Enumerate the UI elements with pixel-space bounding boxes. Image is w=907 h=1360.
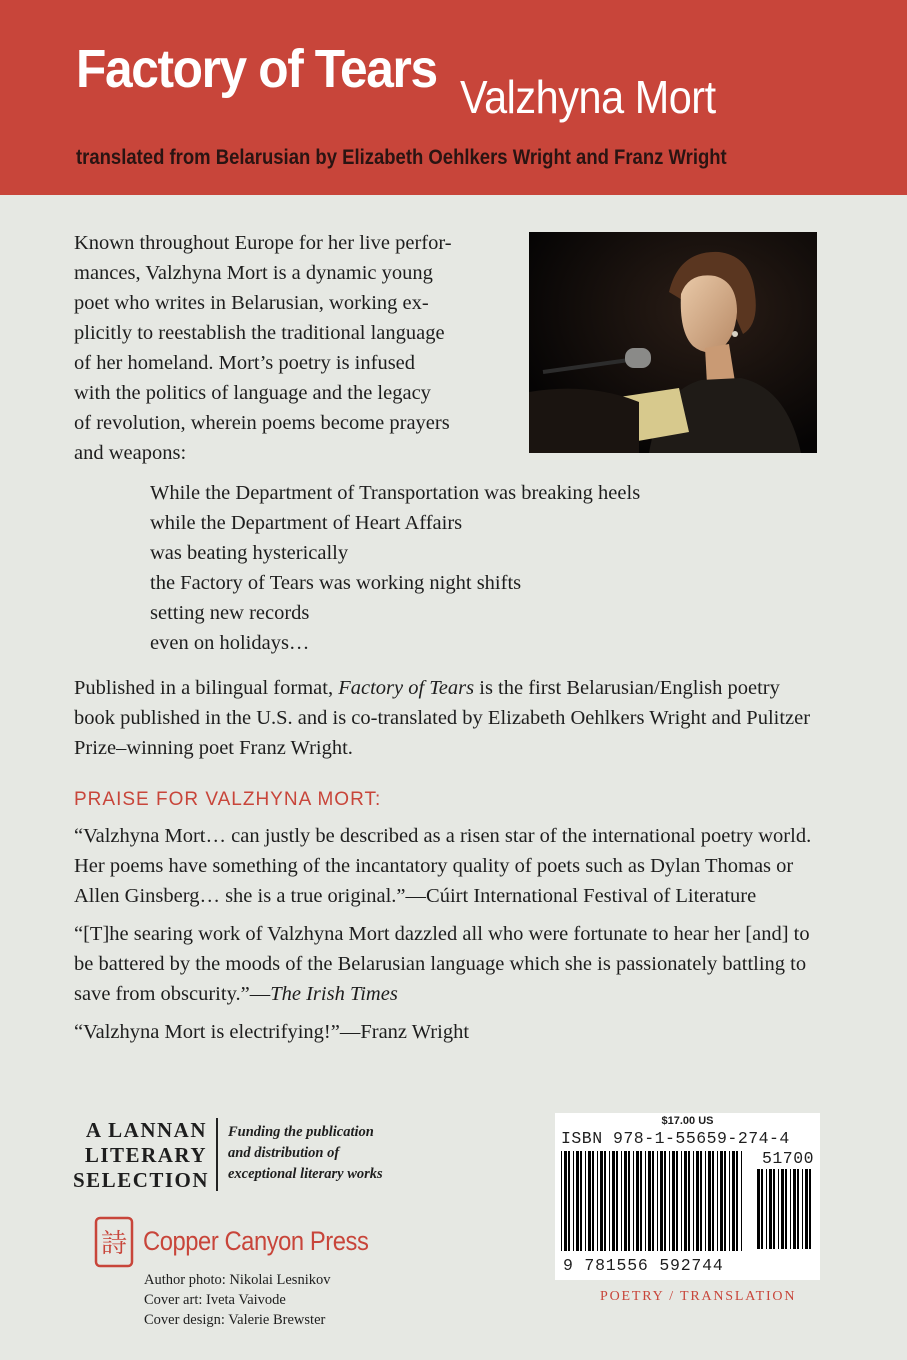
poem-excerpt bbox=[150, 478, 640, 658]
barcode-bar bbox=[741, 1151, 742, 1251]
quote-text: “[T]he searing work of Valzhyna Mort dazzled all who were fortunate to hear her [and] to be battered by the moods of the Belarusian language which she is passionately battling to save from obscurity.”— bbox=[74, 923, 810, 1005]
barcode-bar bbox=[612, 1151, 615, 1251]
logo-glyph: 詩 bbox=[100, 1229, 128, 1259]
barcode-bar bbox=[684, 1151, 687, 1251]
quote-text: “Valzhyna Mort… can justly be described as a risen star of the international poetry world. Her poems have something of the incantatory quality of poets such as Dylan Thomas or Allen Ginsberg… she is a true original.”— bbox=[74, 825, 812, 907]
barcode-bar bbox=[778, 1169, 779, 1249]
praise-quotes bbox=[74, 821, 834, 1055]
book-title: Factory of Tears bbox=[76, 39, 437, 99]
barcode-bar bbox=[793, 1169, 796, 1249]
barcode-bar bbox=[585, 1151, 586, 1251]
barcode-bar bbox=[766, 1169, 767, 1249]
barcode-bar bbox=[564, 1151, 567, 1251]
quote-source: Franz Wright bbox=[360, 1021, 470, 1043]
barcode-bar bbox=[561, 1151, 562, 1251]
tagline-line: exceptional literary works bbox=[228, 1166, 383, 1182]
intro-line: and weapons: bbox=[74, 442, 187, 464]
barcode-bar bbox=[700, 1151, 702, 1251]
intro-line: with the politics of language and the legacy bbox=[74, 382, 431, 404]
intro-line: Known throughout Europe for her live perfor- bbox=[74, 232, 452, 254]
barcode-bar bbox=[705, 1151, 706, 1251]
lannan-divider bbox=[216, 1118, 218, 1191]
barcode-bar bbox=[717, 1151, 718, 1251]
barcode-bar bbox=[648, 1151, 651, 1251]
art-credit: Cover art: Iveta Vaivode bbox=[144, 1292, 286, 1308]
praise-heading: PRAISE FOR VALZHYNA MORT: bbox=[74, 789, 382, 810]
barcode-box bbox=[555, 1113, 820, 1280]
barcode-bar bbox=[621, 1151, 622, 1251]
barcode-bar bbox=[773, 1169, 775, 1249]
ean-digits: 9 781556 592744 bbox=[563, 1256, 724, 1275]
design-credit: Cover design: Valerie Brewster bbox=[144, 1312, 326, 1328]
barcode-bar bbox=[688, 1151, 690, 1251]
quote-source: Cúirt International Festival of Literature bbox=[426, 885, 757, 907]
barcode-bar bbox=[657, 1151, 658, 1251]
praise-quote bbox=[74, 919, 834, 1009]
barcode-bar bbox=[664, 1151, 666, 1251]
barcode-bar bbox=[724, 1151, 726, 1251]
barcode-bar bbox=[757, 1169, 760, 1249]
praise-quote bbox=[74, 1017, 834, 1047]
copper-canyon-logo-icon bbox=[94, 1216, 134, 1268]
isbn-text: ISBN 978-1-55659-274-4 bbox=[561, 1129, 790, 1148]
barcode-bar bbox=[580, 1151, 582, 1251]
barcode-bar bbox=[576, 1151, 579, 1251]
barcode-bar bbox=[736, 1151, 738, 1251]
intro-line: plicitly to reestablish the traditional language bbox=[74, 322, 445, 344]
tagline-line: Funding the publication bbox=[228, 1124, 374, 1140]
barcode-bar bbox=[624, 1151, 627, 1251]
barcode-bar bbox=[708, 1151, 711, 1251]
barcode-bar bbox=[809, 1169, 811, 1249]
author-name: Valzhyna Mort bbox=[460, 71, 716, 123]
translator-credit: translated from Belarusian by Elizabeth Oehlkers Wright and Franz Wright bbox=[76, 145, 727, 169]
lannan-line: A LANNAN bbox=[85, 1118, 207, 1142]
lannan-selection-label bbox=[73, 1118, 210, 1193]
barcode-bar bbox=[604, 1151, 606, 1251]
barcode-bar bbox=[681, 1151, 682, 1251]
barcode-bar bbox=[696, 1151, 699, 1251]
quote-source: The Irish Times bbox=[270, 983, 398, 1005]
poem-line: setting new records bbox=[150, 602, 310, 624]
barcode-bar bbox=[769, 1169, 772, 1249]
poem-line: while the Department of Heart Affairs bbox=[150, 512, 463, 534]
photo-credit: Author photo: Nikolai Lesnikov bbox=[144, 1272, 331, 1288]
intro-paragraph bbox=[74, 228, 504, 468]
barcode-bar bbox=[640, 1151, 642, 1251]
header-band bbox=[0, 0, 907, 195]
barcode-bar bbox=[660, 1151, 663, 1251]
barcode-bar bbox=[693, 1151, 694, 1251]
barcode-bar bbox=[676, 1151, 678, 1251]
barcode-bar bbox=[600, 1151, 603, 1251]
barcode-bar bbox=[781, 1169, 784, 1249]
barcode-bar bbox=[573, 1151, 574, 1251]
publication-text-after: is the first Belarusian/English poetry book published in the U.S. and is co-translated by Elizabeth Oehlkers Wright and Pulitzer Prize–winning poet Franz Wright. bbox=[74, 677, 811, 759]
barcode-bar bbox=[628, 1151, 630, 1251]
barcode-bar bbox=[592, 1151, 594, 1251]
intro-line: poet who writes in Belarusian, working ex- bbox=[74, 292, 429, 314]
barcode-bar bbox=[672, 1151, 675, 1251]
price-code: 51700 bbox=[762, 1149, 815, 1168]
barcode-bar bbox=[609, 1151, 610, 1251]
tagline-line: and distribution of bbox=[228, 1145, 340, 1161]
barcode-bar bbox=[633, 1151, 634, 1251]
publication-book-title: Factory of Tears bbox=[338, 677, 475, 699]
barcode-bar bbox=[616, 1151, 618, 1251]
category-label: POETRY / TRANSLATION bbox=[600, 1289, 797, 1304]
barcode-bar bbox=[732, 1151, 735, 1251]
barcode-bar bbox=[588, 1151, 591, 1251]
price: $17.00 US bbox=[661, 1115, 714, 1127]
author-photo bbox=[529, 232, 817, 453]
publication-paragraph bbox=[74, 673, 824, 763]
barcode-bar bbox=[790, 1169, 791, 1249]
barcode-bar bbox=[636, 1151, 639, 1251]
poem-line: the Factory of Tears was working night shifts bbox=[150, 572, 522, 594]
praise-quote bbox=[74, 821, 834, 911]
barcode-bar bbox=[645, 1151, 646, 1251]
barcode-bar bbox=[712, 1151, 714, 1251]
barcode-bar bbox=[652, 1151, 654, 1251]
publisher-name: Copper Canyon Press bbox=[143, 1226, 369, 1256]
lannan-tagline bbox=[228, 1122, 383, 1185]
publication-text-before: Published in a bilingual format, bbox=[74, 677, 339, 699]
quote-text: “Valzhyna Mort is electrifying!”— bbox=[74, 1021, 361, 1043]
barcode-bar bbox=[729, 1151, 730, 1251]
lannan-line: LITERARY bbox=[84, 1143, 207, 1167]
intro-line: of her homeland. Mort’s poetry is infused bbox=[74, 352, 416, 374]
barcode-bar bbox=[797, 1169, 799, 1249]
intro-line: mances, Valzhyna Mort is a dynamic young bbox=[74, 262, 433, 284]
barcode-bar bbox=[669, 1151, 670, 1251]
lannan-line: SELECTION bbox=[73, 1168, 210, 1192]
barcode-bar bbox=[761, 1169, 763, 1249]
barcode-bar bbox=[802, 1169, 803, 1249]
barcode-bar bbox=[568, 1151, 570, 1251]
barcode-bar bbox=[805, 1169, 808, 1249]
addon-barcode bbox=[755, 1169, 813, 1259]
credits bbox=[144, 1270, 330, 1330]
barcode-bar bbox=[720, 1151, 723, 1251]
intro-line: of revolution, wherein poems become prayers bbox=[74, 412, 450, 434]
barcode-bar bbox=[597, 1151, 598, 1251]
barcode-bar bbox=[785, 1169, 787, 1249]
poem-line: was beating hysterically bbox=[150, 542, 349, 564]
poem-line: even on holidays… bbox=[150, 632, 310, 654]
poem-line: While the Department of Transportation was breaking heels bbox=[150, 482, 641, 504]
ean-barcode bbox=[559, 1151, 745, 1259]
